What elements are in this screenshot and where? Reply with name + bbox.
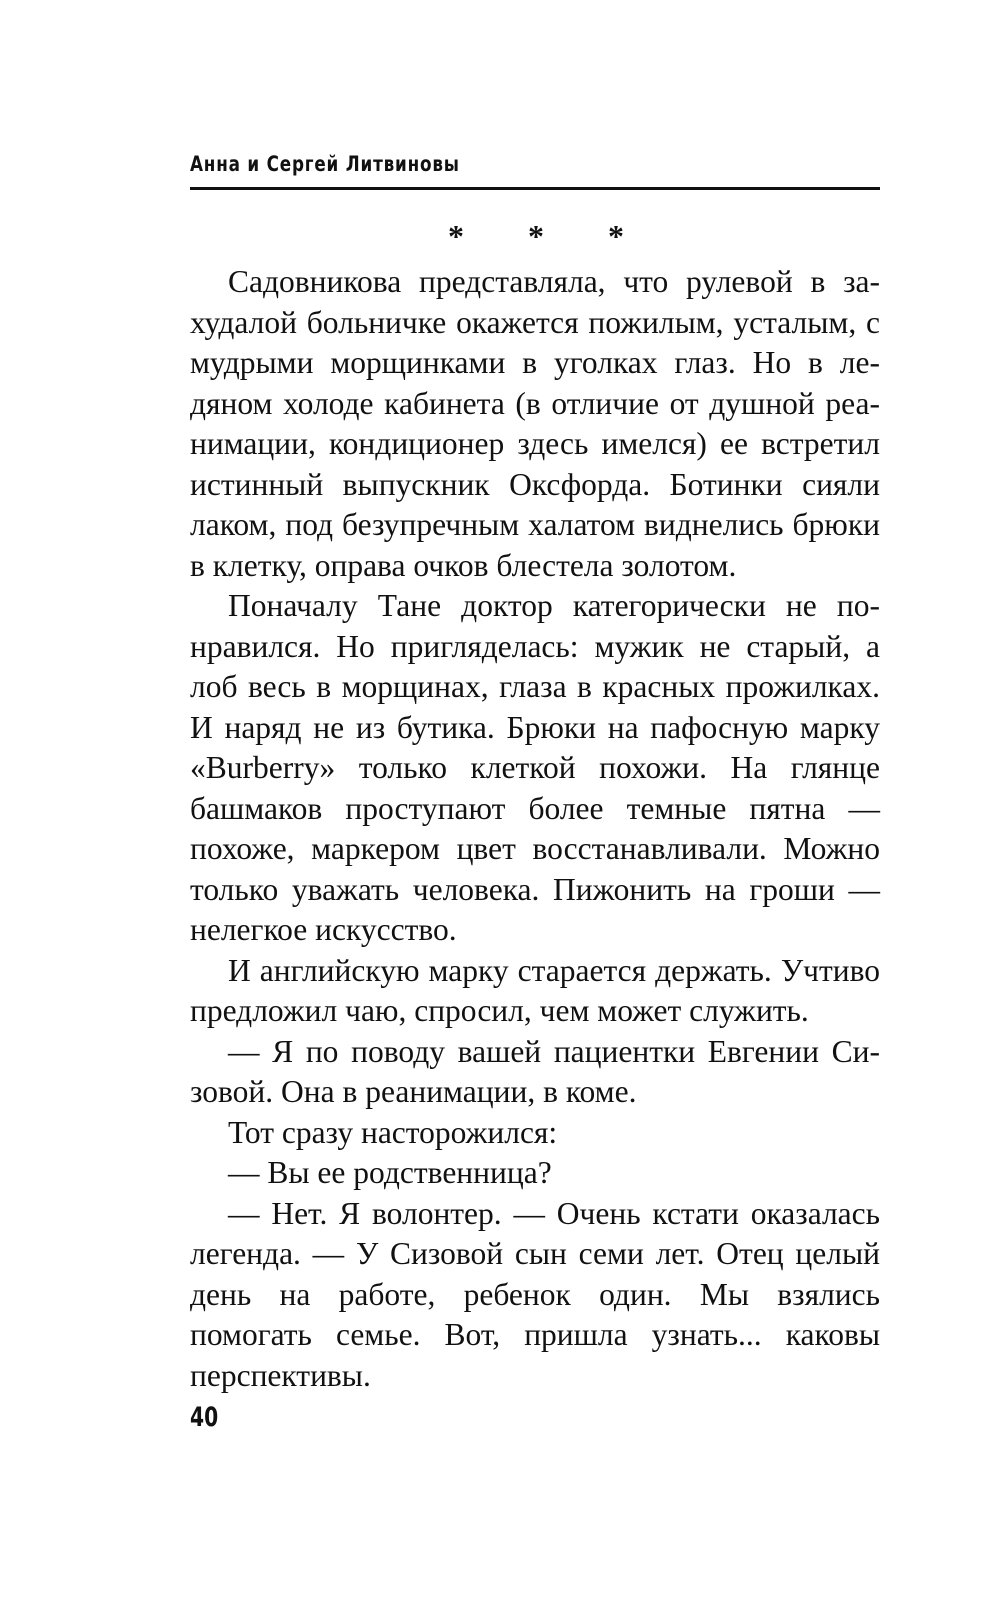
section-break-asterisks: * * *: [448, 218, 652, 254]
paragraph: Тот сразу насторожился:: [228, 1114, 558, 1150]
paragraph: — Я по поводу вашей пациентки Евгении Сизовой. Она в реанимации, в коме.: [190, 1033, 880, 1109]
running-header: [190, 150, 880, 190]
running-header-title: Анна и Сергей Литвиновы: [190, 152, 460, 176]
paragraph: — Вы ее родственница?: [228, 1155, 552, 1190]
paragraph: — Нет. Я волонтер. — Очень кстати оказалась легенда. — У Сизовой сын семи лет. Отец целый день на работе, ребенок один. Мы взялись помогать семье. Вот, пришла узнать... каковы перспективы.: [190, 1195, 880, 1393]
page-number: 40: [190, 1402, 219, 1433]
page-body: [190, 262, 880, 1396]
paragraph: Поначалу Тане доктор категорически не понравился. Но пригляделась: мужик не старый, а лоб весь в морщинах, глаза в красных прожилках. И наряд не из бутика. Брюки на пафосную марку «Burberry» только клеткой похожи. На глянце башмаков проступают более темные пятна — похоже, маркером цвет восстанавливали. Можно только уважать человека. Пижонить на гроши — нелегкое искусство.: [190, 588, 880, 947]
paragraph: Садовникова представляла, что рулевой в захудалой больничке окажется пожилым, усталым, с мудрыми морщинками в уголках глаз. Но в ледяном холоде кабинета (в отличие от душной реанимации, кондиционер здесь имелся) ее встретил истинный выпускник Оксфорда. Ботинки сияли лаком, под безупречным халатом виднелись брюки в клетку, оправа очков блестела золотом.: [190, 264, 880, 583]
paragraph: И английскую марку старается держать. Учтиво предложил чаю, спросил, чем может служить.: [190, 952, 880, 1028]
